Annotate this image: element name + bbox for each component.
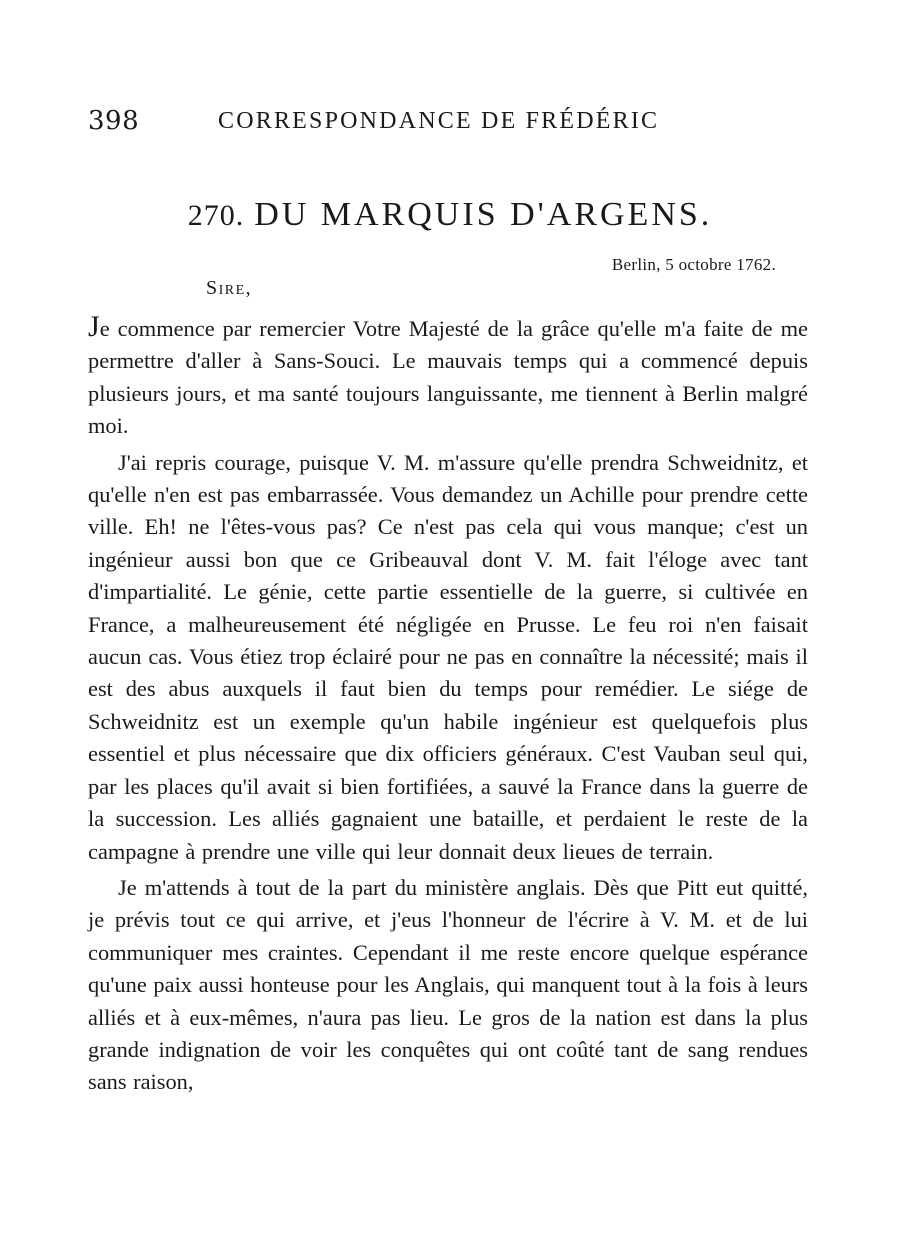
drop-cap: J — [88, 310, 100, 343]
paragraph-2: J'ai repris courage, puisque V. M. m'assure qu'elle prendra Schweidnitz, et qu'elle n'en est pas embarrassée. Vous demandez un Achille pour prendre cette ville. Eh! ne l'êtes-vous pas? Ce n'est pas cela qui vous manque; c'est un ingénieur aussi bon que ce Gribeauval dont V. M. fait l'éloge avec tant d'impartialité. Le génie, cette partie essentielle de la guerre, si cultivée en France, a malheureusement été négligée en Prusse. Le feu roi n'en faisait aucun cas. Vous étiez trop éclairé pour ne pas en connaître la nécessité; mais il est des abus auxquels il faut bien du temps pour remédier. Le siége de Schweidnitz est un exemple qu'un habile ingénieur est quelquefois plus essentiel et plus nécessaire que dix officiers généraux. C'est Vauban seul qui, par les places qu'il avait si bien fortifiées, a sauvé la France dans la guerre de la succession. Les alliés gagnaient une bataille, et perdaient le reste de la campagne à prendre une ville qui leur donnait deux lieues de terrain. — [88, 449, 808, 864]
running-title: CORRESPONDANCE DE FRÉDÉRIC — [218, 108, 660, 134]
paragraph-3: Je m'attends à tout de la part du ministère anglais. Dès que Pitt eut quitté, je prévis tout ce qui arrive, et j'eus l'honneur de l'écrire à V. M. et de lui communiquer mes craintes. Cependant il me reste encore quelque espérance qu'une paix aussi honteuse pour les Anglais, qui manquent tout à la fois à leurs alliés et à eux-mêmes, n'aura pas lieu. Le gros de la nation est dans la plus grande indignation de voir les conquêtes qui ont coûté tant de sang rendues sans raison, — [88, 874, 808, 1095]
running-head — [88, 106, 812, 136]
letter-title: DU MARQUIS D'ARGENS. — [254, 196, 713, 233]
paragraph-1-text: e commence par remercier Votre Majesté de la grâce qu'elle m'a faite de me permettre d'aller à Sans-Souci. Le mauvais temps qui a commencé depuis plusieurs jours, et ma santé toujours languissante, me tiennent à Berlin malgré moi. — [88, 316, 808, 439]
letter-body — [88, 310, 808, 1099]
paragraph-1 — [88, 310, 808, 443]
dateline: Berlin, 5 octobre 1762. — [611, 255, 776, 274]
salutation: Sire, — [206, 277, 253, 299]
page-number: 398 — [88, 106, 140, 136]
letter-heading — [0, 196, 900, 234]
letter-number: 270. — [187, 199, 245, 232]
